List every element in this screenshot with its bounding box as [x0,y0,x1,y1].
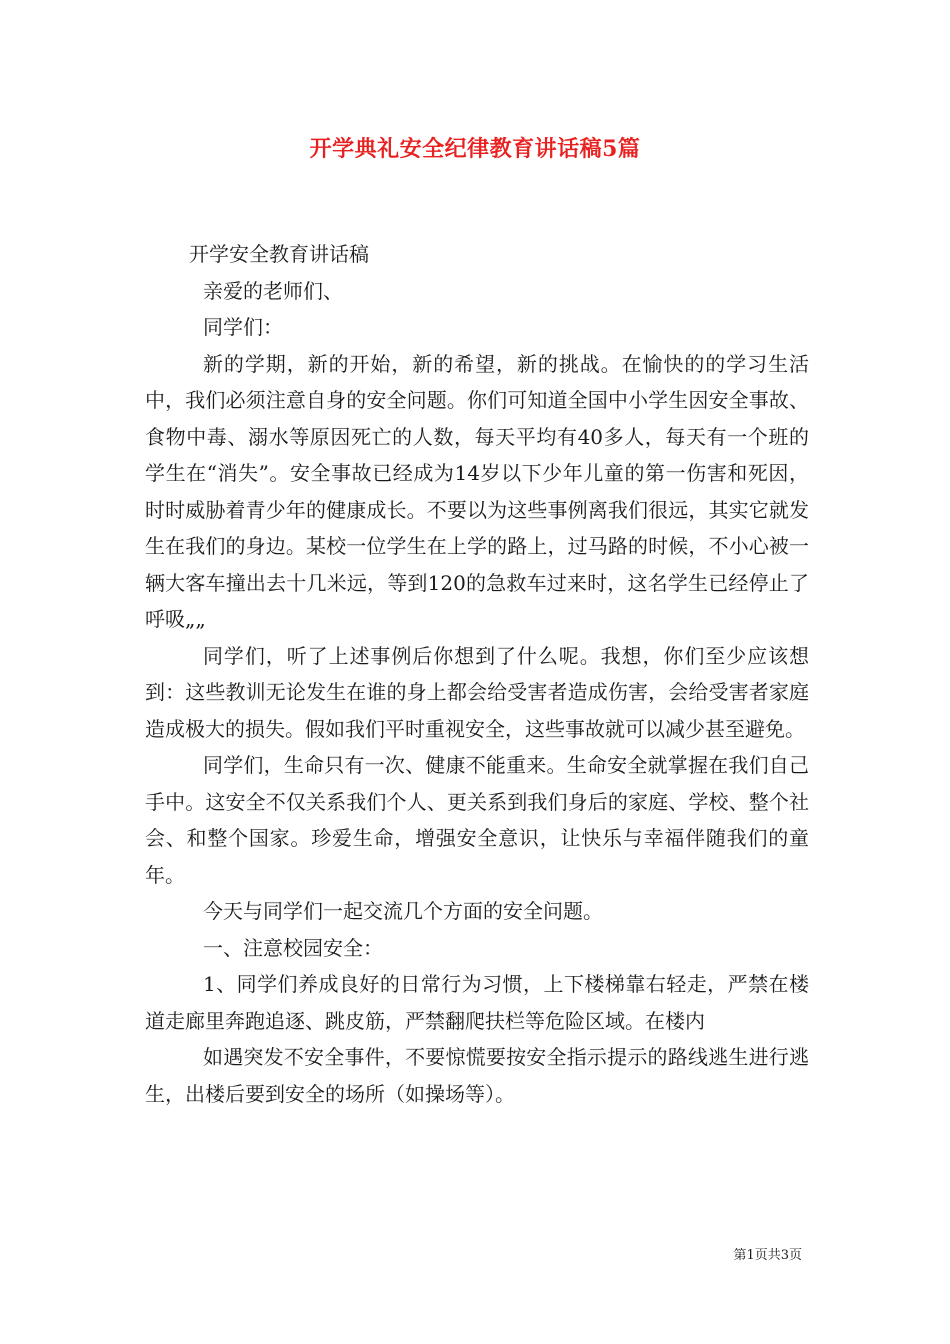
document-title: 开学典礼安全纪律教育讲话稿5篇 [309,136,641,162]
section-heading: 开学安全教育讲话稿 [189,242,369,266]
body-paragraph: 如遇突发不安全事件，不要惊慌要按安全指示提示的路线逃生进行逃生，出楼后要到安全的场所（如操场等）。 [145,1045,809,1106]
document-body [145,236,809,1112]
salutation-line: 同学们： [203,315,283,339]
body-paragraph: 同学们，听了上述事例后你想到了什么呢。我想，你们至少应该想到：这些教训无论发生在谁的身上都会给受害者造成伤害，会给受害者家庭造成极大的损失。假如我们平时重视安全，这些事故就可以减少甚至避免。 [145,643,809,741]
body-paragraph: 新的学期，新的开始，新的希望，新的挑战。在愉快的的学习生活中，我们必须注意自身的安全问题。你们可知道全国中小学生因安全事故、食物中毒、溺水等原因死亡的人数，每天平均有40多人，每天有一个班的学生在“消失”。安全事故已经成为14岁以下少年儿童的第一伤害和死因，时时威胁着青少年的健康成长。不要以为这些事例离我们很远，其实它就发生在我们的身边。某校一位学生在上学的路上，过马路的时候，不小心被一辆大客车撞出去十几米远，等到120的急救车过来时，这名学生已经停止了呼吸„„ [145,351,809,631]
salutation-line: 亲爱的老师们、 [203,278,343,303]
list-heading: 一、注意校园安全： [203,935,383,960]
page-number: 第1页共3页 [733,1248,802,1263]
list-item: 1、同学们养成良好的日常行为习惯，上下楼梯靠右轻走，严禁在楼道走廊里奔跑追逐、跳皮筋，严禁翻爬扶栏等危险区域。在楼内 [145,972,809,1033]
body-paragraph: 今天与同学们一起交流几个方面的安全问题。 [203,899,603,923]
body-paragraph: 同学们，生命只有一次、健康不能重来。生命安全就掌握在我们自己手中。这安全不仅关系我们个人、更关系到我们身后的家庭、学校、整个社会、和整个国家。珍爱生命，增强安全意识，让快乐与幸福伴随我们的童年。 [145,753,809,887]
